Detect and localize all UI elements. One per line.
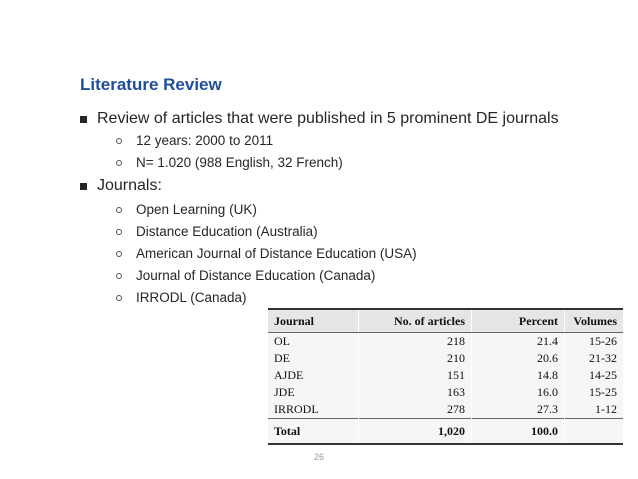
- cell-percent: 14.8: [472, 367, 565, 384]
- table-row: [268, 350, 623, 367]
- cell-volumes: 15-25: [565, 384, 624, 401]
- cell-journal: AJDE: [268, 367, 359, 384]
- cell-articles: 278: [359, 401, 472, 419]
- cell-volumes: 14-25: [565, 367, 624, 384]
- cell-journal: DE: [268, 350, 359, 367]
- column-header-journal: Journal: [268, 309, 359, 333]
- cell-total-label: Total: [268, 419, 359, 445]
- cell-articles: 218: [359, 333, 472, 351]
- sub-bullet-text: 12 years: 2000 to 2011: [136, 133, 274, 148]
- bullet-text: Journals:: [97, 177, 162, 194]
- sub-bullet-text: N= 1.020 (988 English, 32 French): [136, 155, 343, 170]
- cell-volumes: 21-32: [565, 350, 624, 367]
- table-header-row: [268, 309, 623, 333]
- circle-bullet-icon: [116, 138, 122, 144]
- cell-percent: 21.4: [472, 333, 565, 351]
- square-bullet-icon: [80, 183, 87, 190]
- circle-bullet-icon: [116, 160, 122, 166]
- slide-title: Literature Review: [80, 75, 222, 94]
- sub-bullet-item: [116, 133, 273, 148]
- bullet-text: Review of articles that were published in 5 prominent DE journals: [97, 110, 559, 127]
- table-row: [268, 401, 623, 419]
- cell-total-volumes: [565, 419, 624, 445]
- sub-bullet-text: American Journal of Distance Education (USA): [136, 246, 417, 261]
- bullet-item: [80, 177, 162, 195]
- cell-total-articles: 1,020: [359, 419, 472, 445]
- table-total-row: [268, 419, 623, 445]
- sub-bullet-item: [116, 202, 257, 217]
- table-row: [268, 333, 623, 351]
- cell-articles: 163: [359, 384, 472, 401]
- cell-journal: JDE: [268, 384, 359, 401]
- square-bullet-icon: [80, 116, 87, 123]
- cell-articles: 210: [359, 350, 472, 367]
- cell-percent: 20.6: [472, 350, 565, 367]
- journals-table: [268, 308, 623, 445]
- cell-total-percent: 100.0: [472, 419, 565, 445]
- cell-volumes: 15-26: [565, 333, 624, 351]
- cell-journal: OL: [268, 333, 359, 351]
- circle-bullet-icon: [116, 207, 122, 213]
- circle-bullet-icon: [116, 295, 122, 301]
- sub-bullet-text: Open Learning (UK): [136, 202, 257, 217]
- circle-bullet-icon: [116, 229, 122, 235]
- column-header-articles: No. of articles: [359, 309, 472, 333]
- circle-bullet-icon: [116, 251, 122, 257]
- cell-volumes: 1-12: [565, 401, 624, 419]
- sub-bullet-item: [116, 155, 343, 170]
- page-number: 26: [313, 452, 324, 462]
- cell-journal: IRRODL: [268, 401, 359, 419]
- cell-articles: 151: [359, 367, 472, 384]
- sub-bullet-item: [116, 224, 318, 239]
- bullet-item: [80, 110, 559, 128]
- cell-percent: 16.0: [472, 384, 565, 401]
- sub-bullet-item: [116, 290, 247, 305]
- column-header-percent: Percent: [472, 309, 565, 333]
- cell-percent: 27.3: [472, 401, 565, 419]
- sub-bullet-text: IRRODL (Canada): [136, 290, 247, 305]
- sub-bullet-item: [116, 268, 375, 283]
- column-header-volumes: Volumes: [565, 309, 624, 333]
- sub-bullet-text: Distance Education (Australia): [136, 224, 318, 239]
- sub-bullet-text: Journal of Distance Education (Canada): [136, 268, 376, 283]
- table-row: [268, 384, 623, 401]
- table-row: [268, 367, 623, 384]
- circle-bullet-icon: [116, 273, 122, 279]
- sub-bullet-item: [116, 246, 417, 261]
